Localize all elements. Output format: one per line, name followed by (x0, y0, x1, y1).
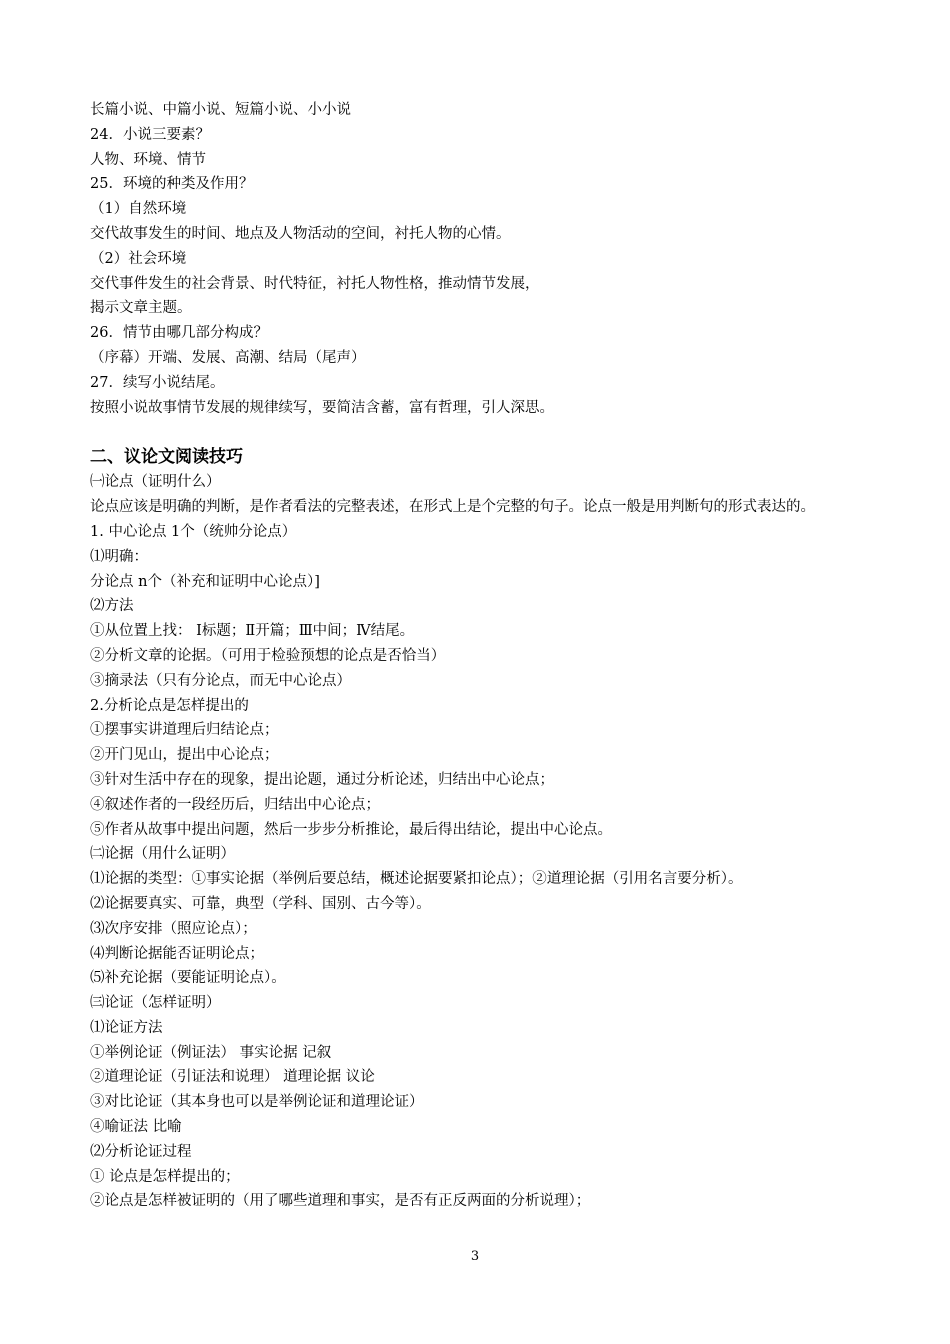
line-bottom-20: ⑸补充论据（要能证明论点）。 (90, 970, 286, 987)
line-top-5: 交代故事发生的时间、地点及人物活动的空间，衬托人物的心情。 (90, 225, 511, 242)
line-bottom-8: ③摘录法（只有分论点，而无中心论点） (90, 672, 351, 689)
line-bottom-19: ⑷判断论据能否证明论点； (90, 945, 264, 962)
line-bottom-18: ⑶次序安排（照应论点）； (90, 920, 257, 937)
line-bottom-9: 2.分析论点是怎样提出的 (90, 697, 249, 714)
line-bottom-0: ㈠论点（证明什么） (90, 474, 221, 491)
line-bottom-23: ①举例论证（例证法） 事实论据 记叙 (90, 1044, 332, 1061)
line-bottom-16: ⑴论据的类型：①事实论据（举例后要总结，概述论据要紧扣论点）；②道理论据（引用名言要分析）。 (90, 871, 743, 888)
line-top-3: 25．环境的种类及作用？ (90, 176, 254, 193)
line-top-8: 揭示文章主题。 (90, 300, 192, 317)
line-top-0: 长篇小说、中篇小说、短篇小说、小小说 (90, 102, 351, 118)
line-top-12: 按照小说故事情节发展的规律续写，要简洁含蓄，富有哲理，引人深思。 (90, 399, 554, 416)
line-top-1: 24．小说三要素？ (90, 126, 210, 143)
line-bottom-22: ⑴论证方法 (90, 1019, 163, 1036)
line-top-6: （2）社会环境 (90, 250, 187, 267)
line-bottom-4: 分论点 n个（补充和证明中心论点）] (90, 573, 320, 590)
line-bottom-29: ②论点是怎样被证明的（用了哪些道理和事实，是否有正反两面的分析说理）； (90, 1193, 591, 1210)
line-bottom-17: ⑵论据要真实、可靠，典型（学科、国别、古今等）。 (90, 895, 431, 912)
line-bottom-10: ①摆事实讲道理后归结论点； (90, 722, 279, 739)
line-bottom-24: ②道理论证（引证法和说理） 道理论据 议论 (90, 1069, 375, 1086)
line-bottom-14: ⑤作者从故事中提出问题，然后一步步分析推论，最后得出结论，提出中心论点。 (90, 821, 612, 838)
page-number: 3 (470, 1249, 480, 1264)
line-bottom-11: ②开门见山，提出中心论点； (90, 747, 279, 764)
line-bottom-26: ④喻证法 比喻 (90, 1119, 182, 1136)
line-top-4: （1）自然环境 (90, 201, 187, 218)
line-top-10: （序幕）开端、发展、高潮、结局（尾声） (90, 349, 366, 366)
line-bottom-3: ⑴明确： (90, 548, 148, 565)
line-bottom-2: 1. 中心论点 1个（统帅分论点） (90, 523, 297, 540)
line-bottom-5: ⑵方法 (90, 598, 134, 615)
line-bottom-6: ①从位置上找： Ⅰ标题；Ⅱ开篇；Ⅲ中间；Ⅳ结尾。 (90, 623, 415, 640)
line-bottom-1: 论点应该是明确的判断，是作者看法的完整表述，在形式上是个完整的句子。论点一般是用判断句的形式表达的。 (90, 499, 815, 516)
line-top-2: 人物、环境、情节 (90, 151, 206, 168)
line-bottom-13: ④叙述作者的一段经历后，归结出中心论点； (90, 796, 380, 813)
line-bottom-28: ① 论点是怎样提出的； (90, 1168, 240, 1185)
line-bottom-27: ⑵分析论证过程 (90, 1143, 192, 1160)
line-bottom-12: ③针对生活中存在的现象，提出论题，通过分析论述，归结出中心论点； (90, 771, 554, 788)
line-bottom-7: ②分析文章的论据。（可用于检验预想的论点是否恰当） (90, 647, 446, 664)
section-heading: 二、议论文阅读技巧 (90, 447, 243, 468)
line-top-11: 27．续写小说结尾。 (90, 374, 225, 391)
line-top-7: 交代事件发生的社会背景、时代特征，衬托人物性格，推动情节发展， (90, 275, 540, 292)
document-page (90, 98, 875, 1214)
line-bottom-21: ㈢论证（怎样证明） (90, 995, 221, 1012)
line-bottom-15: ㈡论据（用什么证明） (90, 846, 235, 863)
line-top-9: 26．情节由哪几部分构成？ (90, 325, 268, 342)
line-bottom-25: ③对比论证（其本身也可以是举例论证和道理论证） (90, 1094, 424, 1111)
section-gap (90, 420, 875, 444)
